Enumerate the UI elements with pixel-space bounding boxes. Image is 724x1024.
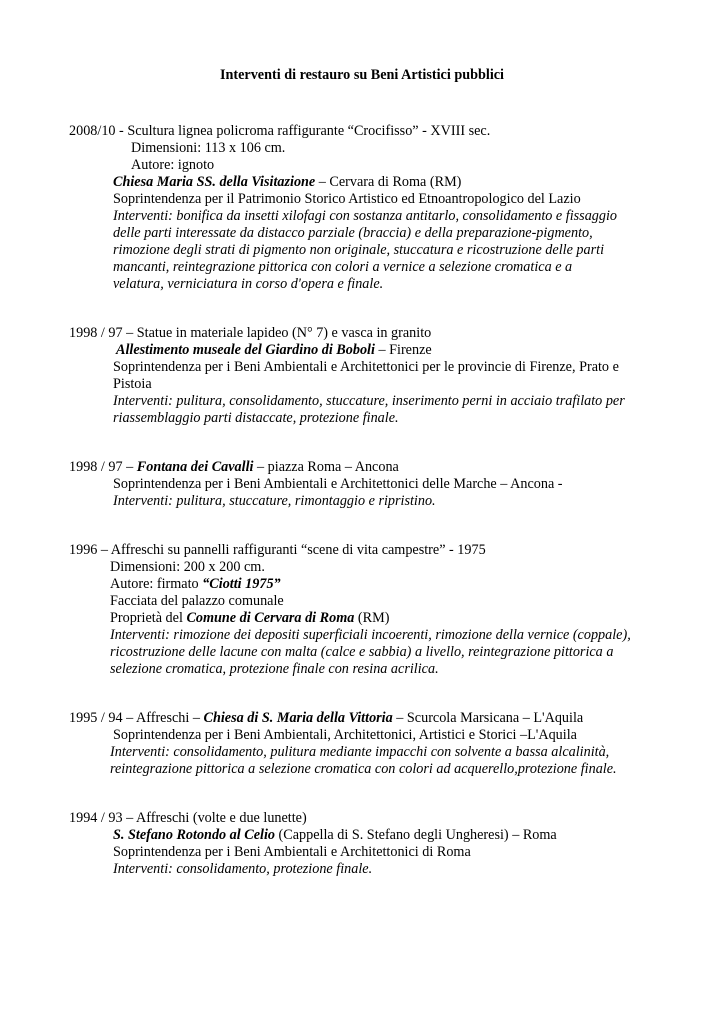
heading-prefix: 1998 / 97 – — [69, 459, 137, 475]
entry-dimensions: Dimensioni: 200 x 200 cm. — [110, 559, 265, 575]
owner-prefix: Proprietà del — [110, 610, 187, 626]
entry-interventions-line: Interventi: pulitura, consolidamento, stuccature, inserimento perni in acciaio trafilato per — [113, 393, 625, 409]
entry-heading: 1998 / 97 – Statue in materiale lapideo (N° 7) e vasca in granito — [69, 325, 432, 341]
owner-name: Comune di Cervara di Roma — [186, 610, 355, 626]
entry-heading: 1996 – Affreschi su pannelli raffiguranti “scene di vita campestre” - 1975 — [69, 542, 486, 558]
entry-interventions-line: reintegrazione pittorica a selezione cromatica con colori ad acquerello,protezione finale. — [110, 761, 617, 777]
entry-heading: 2008/10 - Scultura lignea policroma raffigurante “Crocifisso” - XVIII sec. — [69, 123, 491, 139]
entry-heading — [69, 710, 583, 727]
entry-interventions-line: riassemblaggio parti distaccate, protezione finale. — [113, 410, 399, 426]
place-name: S. Stefano Rotondo al Celio — [113, 827, 275, 843]
entry-interventions-line: Interventi: consolidamento, pulitura mediante impacchi con solvente a bassa alcalinità, — [110, 744, 610, 760]
entry-interventions-line: Interventi: consolidamento, protezione finale. — [113, 861, 373, 877]
entry-location: Facciata del palazzo comunale — [110, 593, 284, 609]
entry-author: Autore: ignoto — [131, 157, 215, 173]
entry-interventions-line: mancanti, reintegrazione pittorica con colori a vernice a selezione cromatica e a — [113, 259, 573, 275]
place-rest: – piazza Roma – Ancona — [253, 459, 399, 475]
entry-dimensions: Dimensioni: 113 x 106 cm. — [131, 140, 286, 156]
entry-place — [113, 827, 557, 844]
entry-interventions-line: velatura, verniciatura in corso d'opera e finale. — [113, 276, 384, 292]
entry-agency: Soprintendenza per i Beni Ambientali e Architettonici di Roma — [113, 844, 471, 860]
place-rest: (Cappella di S. Stefano degli Ungheresi) – Roma — [275, 827, 557, 843]
entry-agency: Soprintendenza per i Beni Ambientali e Architettonici per le provincie di Firenze, Prato e — [113, 359, 619, 375]
entry-place — [116, 342, 432, 359]
place-name: Chiesa Maria SS. della Visitazione — [113, 174, 316, 190]
place-rest: – Firenze — [374, 342, 432, 358]
heading-prefix: 1995 / 94 – Affreschi – — [69, 710, 204, 726]
entry-interventions-line: Interventi: rimozione dei depositi superficiali incoerenti, rimozione della vernice (coppale), — [110, 627, 631, 643]
entry-interventions-line: delle parti interessate da distacco parziale (braccia) e della preparazione-pigmento, — [113, 225, 593, 241]
entry-agency: Soprintendenza per i Beni Ambientali e Architettonici delle Marche – Ancona - — [113, 476, 563, 492]
entry-agency: Pistoia — [113, 376, 152, 392]
entry-owner — [110, 610, 389, 627]
author-prefix: Autore: firmato — [110, 576, 203, 592]
entry-heading: 1994 / 93 – Affreschi (volte e due lunette) — [69, 810, 307, 826]
entry-place — [113, 174, 461, 191]
entry-interventions-line: selezione cromatica, protezione finale con resina acrilica. — [110, 661, 439, 677]
place-rest: – Cervara di Roma (RM) — [315, 174, 462, 190]
owner-rest: (RM) — [354, 610, 390, 626]
entry-interventions-line: rimozione degli strati di pigmento non originale, stuccatura e ricostruzione delle parti — [113, 242, 605, 258]
place-name: Chiesa di S. Maria della Vittoria — [203, 710, 393, 726]
author-name: “Ciotti 1975” — [202, 576, 281, 592]
entry-agency: Soprintendenza per i Beni Ambientali, Architettonici, Artistici e Storici –L'Aquila — [113, 727, 577, 743]
entry-interventions-line: ricostruzione delle lacune con malta (calce e sabbia) a livello, reintegrazione pittorica a — [110, 644, 614, 660]
place-name: Fontana dei Cavalli — [136, 459, 254, 475]
entry-interventions-line: Interventi: pulitura, stuccature, rimontaggio e ripristino. — [113, 493, 436, 509]
entry-interventions-line: Interventi: bonifica da insetti xilofagi con sostanza antitarlo, consolidamento e fissaggio — [113, 208, 618, 224]
page-title: Interventi di restauro su Beni Artistici pubblici — [219, 67, 505, 83]
entry-author — [110, 576, 281, 593]
place-name: Allestimento museale del Giardino di Boboli — [116, 342, 375, 358]
entry-agency: Soprintendenza per il Patrimonio Storico Artistico ed Etnoantropologico del Lazio — [113, 191, 581, 207]
entry-heading — [69, 459, 399, 476]
place-rest: – Scurcola Marsicana – L'Aquila — [392, 710, 584, 726]
